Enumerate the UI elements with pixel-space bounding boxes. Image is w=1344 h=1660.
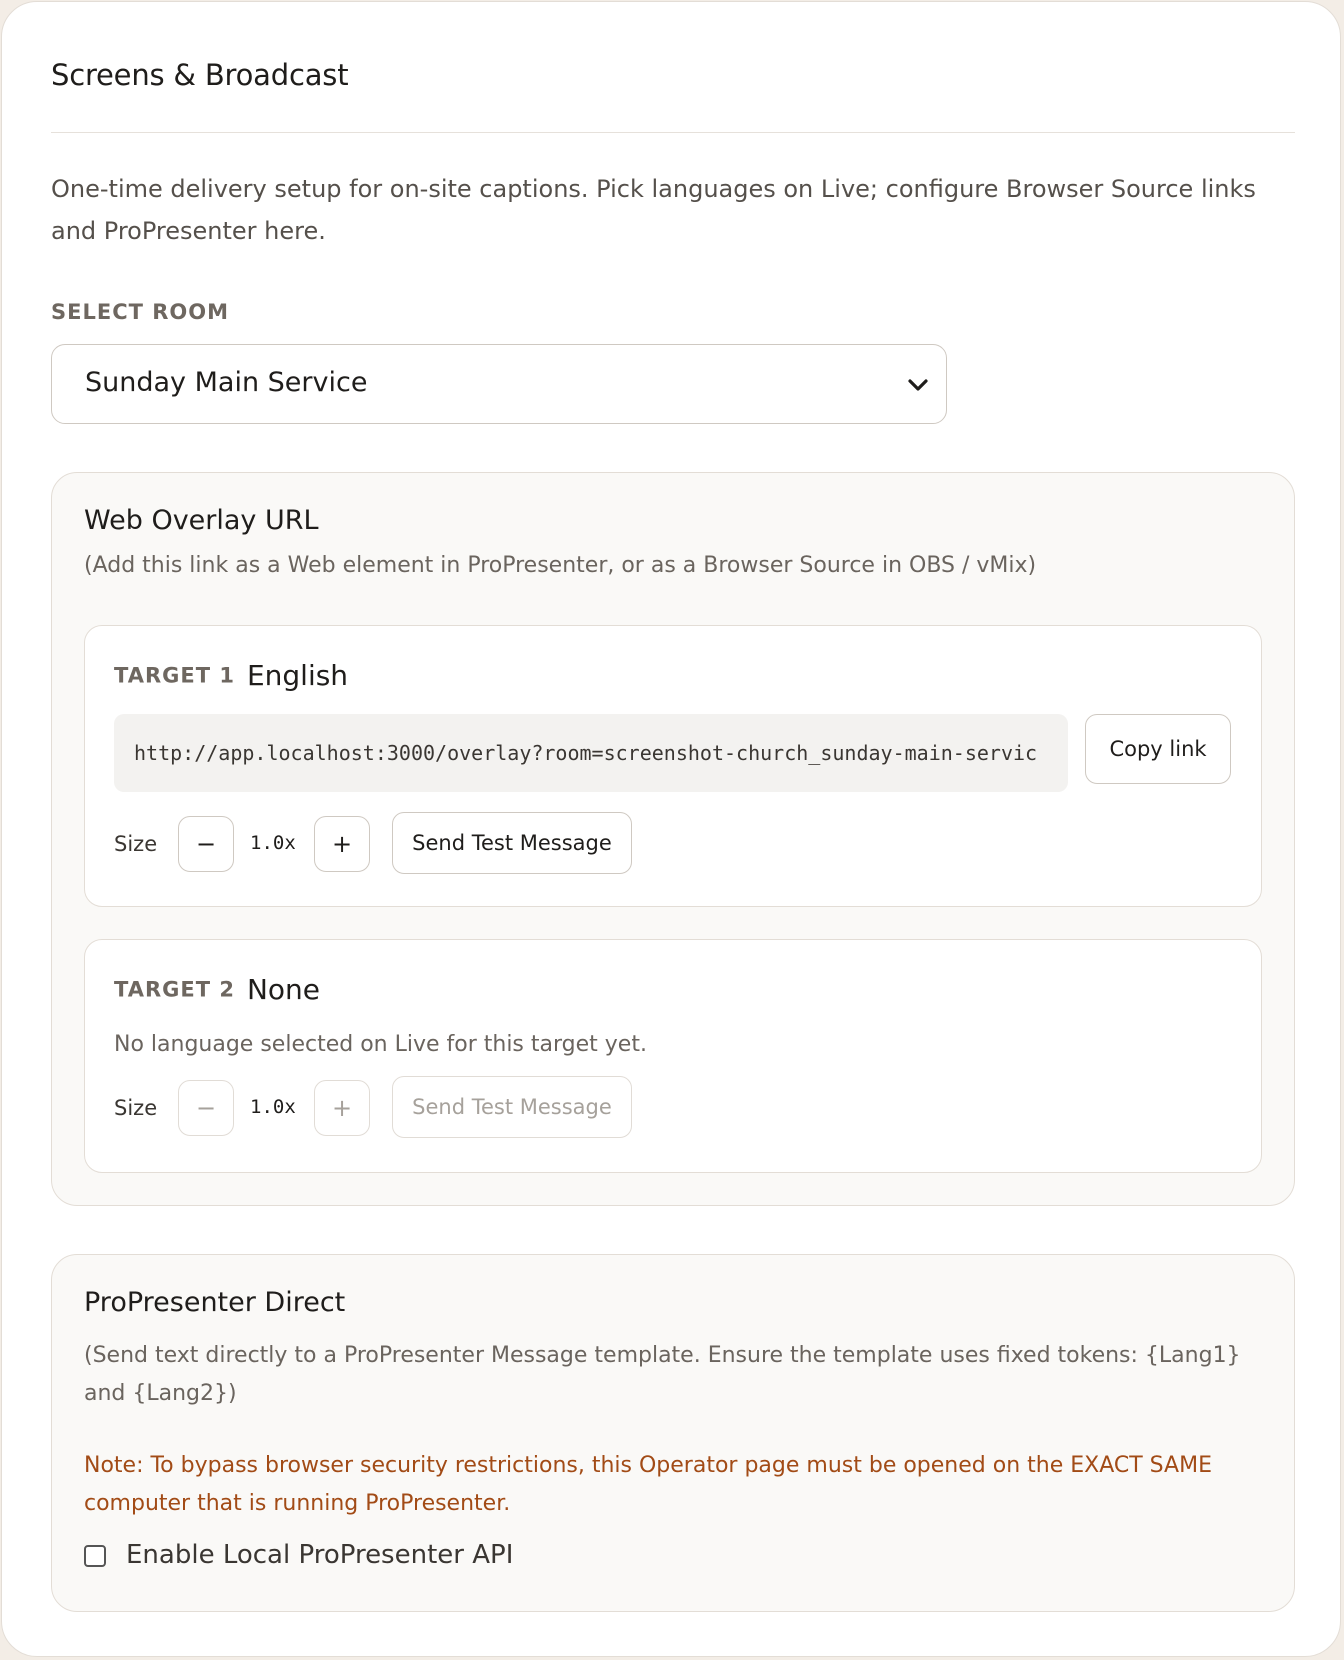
target-2-label: TARGET 2: [114, 977, 235, 1002]
target-2-size-label: Size: [114, 1096, 158, 1120]
page-title: Screens & Broadcast: [51, 58, 349, 92]
target-2-size-increase-button[interactable]: +: [314, 1080, 370, 1136]
select-room-label: SELECT ROOM: [51, 300, 230, 324]
enable-propresenter-label[interactable]: Enable Local ProPresenter API: [126, 1540, 514, 1570]
target-1-card: [84, 625, 1262, 907]
propresenter-title: ProPresenter Direct: [84, 1287, 346, 1318]
target-1-size-increase-button[interactable]: +: [314, 816, 370, 872]
enable-propresenter-checkbox[interactable]: [84, 1545, 106, 1567]
screens-broadcast-card: [1, 1, 1341, 1657]
propresenter-direct-panel: [51, 1254, 1295, 1612]
intro-text: One-time delivery setup for on-site captions. Pick languages on Live; configure Browser Source links and ProPresenter here.: [51, 175, 1256, 245]
target-1-size-value: 1.0x: [250, 832, 296, 854]
web-overlay-subtitle: (Add this link as a Web element in ProPresenter, or as a Browser Source in OBS / vMix): [84, 553, 1037, 578]
target-2-empty-message: No language selected on Live for this target yet.: [114, 1032, 647, 1057]
target-2-size-value: 1.0x: [250, 1096, 296, 1118]
chevron-down-icon: [904, 371, 932, 399]
target-1-url-field[interactable]: http://app.localhost:3000/overlay?room=screenshot-church_sunday-main-servic: [114, 714, 1068, 792]
target-2-language: None: [246, 973, 321, 1006]
copy-link-button[interactable]: Copy link: [1085, 714, 1231, 784]
target-2-size-decrease-button[interactable]: −: [178, 1080, 234, 1136]
web-overlay-title: Web Overlay URL: [84, 505, 319, 536]
target-2-send-test-button[interactable]: Send Test Message: [392, 1076, 632, 1138]
room-select-value: Sunday Main Service: [85, 367, 368, 398]
target-1-size-decrease-button[interactable]: −: [178, 816, 234, 872]
propresenter-subtitle: (Send text directly to a ProPresenter Message template. Ensure the template uses fixed tokens: {Lang1} and {Lang2}): [84, 1343, 1241, 1406]
target-1-size-label: Size: [114, 832, 158, 856]
target-1-language: English: [246, 659, 349, 692]
target-2-card: [84, 939, 1262, 1173]
web-overlay-panel: [51, 472, 1295, 1206]
target-1-label: TARGET 1: [114, 663, 235, 688]
room-select[interactable]: [51, 344, 947, 424]
header-divider: [51, 132, 1295, 133]
target-1-send-test-button[interactable]: Send Test Message: [392, 812, 632, 874]
target-2-header: [114, 973, 320, 1006]
target-1-header: [114, 659, 348, 692]
propresenter-note: Note: To bypass browser security restrictions, this Operator page must be opened on the EXACT SAME computer that is running ProPresenter.: [84, 1453, 1212, 1516]
